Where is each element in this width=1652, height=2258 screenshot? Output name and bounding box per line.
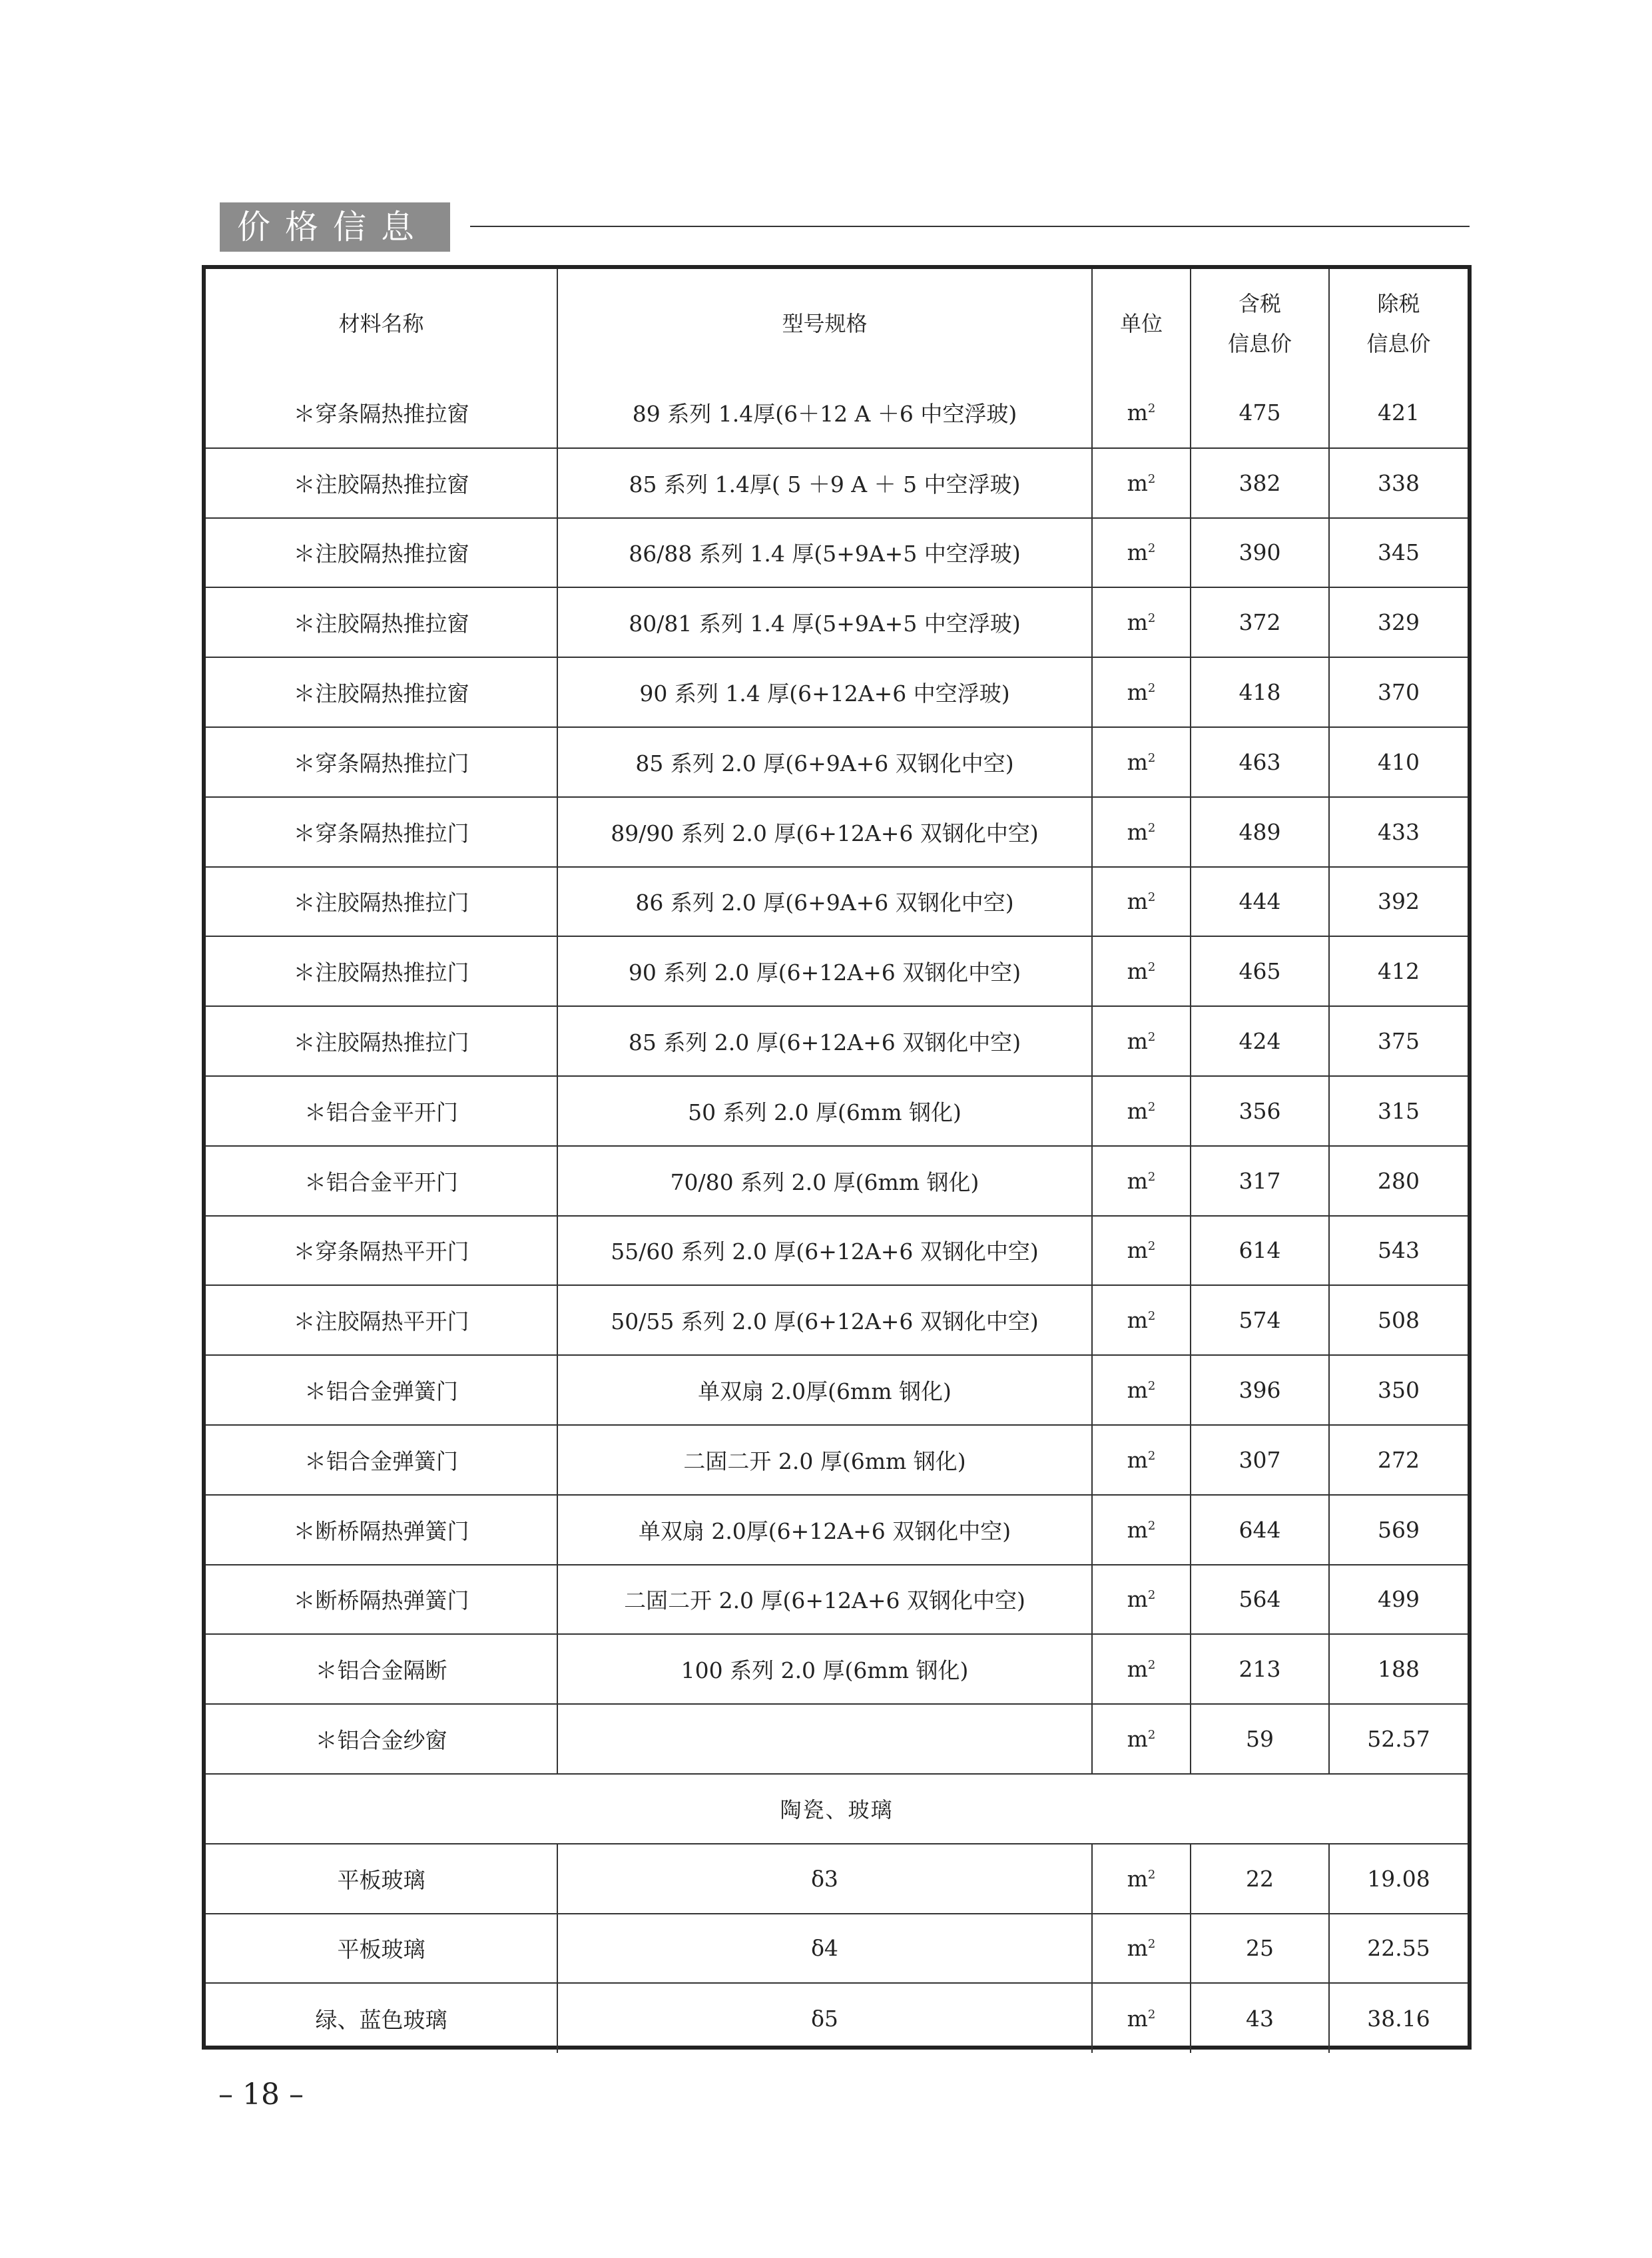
unit-base: m xyxy=(1127,1516,1148,1543)
cell-unit xyxy=(1092,867,1191,937)
cell-price-notax: 345 xyxy=(1329,518,1468,588)
unit-exponent: 2 xyxy=(1147,1169,1156,1184)
cell-price-tax: 564 xyxy=(1191,1565,1329,1635)
unit-base: m xyxy=(1127,1586,1148,1613)
unit-base: m xyxy=(1127,1726,1148,1753)
unit-base: m xyxy=(1127,1446,1148,1473)
header-name: 材料名称 xyxy=(206,269,557,378)
cell-price-tax: 317 xyxy=(1191,1146,1329,1216)
cell-name: ＊穿条隔热推拉窗 xyxy=(206,378,557,448)
header-price-tax-line1: 含税 xyxy=(1238,291,1281,316)
cell-price-notax: 280 xyxy=(1329,1146,1468,1216)
cell-price-tax: 396 xyxy=(1191,1355,1329,1425)
unit-base: m xyxy=(1127,1307,1148,1334)
cell-spec: 85 系列 2.0 厚(6+9A+6 双钢化中空) xyxy=(557,727,1092,797)
unit-exponent: 2 xyxy=(1147,960,1156,975)
cell-spec: 50/55 系列 2.0 厚(6+12A+6 双钢化中空) xyxy=(557,1285,1092,1355)
cell-price-notax: 272 xyxy=(1329,1425,1468,1495)
cell-price-notax: 543 xyxy=(1329,1216,1468,1286)
unit-base: m xyxy=(1127,539,1148,566)
unit-exponent: 2 xyxy=(1147,1448,1156,1463)
section-divider xyxy=(470,226,1470,227)
cell-unit xyxy=(1092,1006,1191,1076)
unit-base: m xyxy=(1127,1935,1148,1962)
unit-base: m xyxy=(1127,1377,1148,1404)
cell-spec: 二固二开 2.0 厚(6mm 钢化) xyxy=(557,1425,1092,1495)
cell-price-tax: 614 xyxy=(1191,1216,1329,1286)
unit-exponent: 2 xyxy=(1147,611,1156,626)
category-label: 陶瓷、玻璃 xyxy=(206,1774,1468,1844)
cell-unit xyxy=(1092,587,1191,657)
cell-spec: 单双扇 2.0厚(6+12A+6 双钢化中空) xyxy=(557,1495,1092,1565)
cell-price-notax: 38.16 xyxy=(1329,1983,1468,2053)
cell-price-notax: 499 xyxy=(1329,1565,1468,1635)
unit-exponent: 2 xyxy=(1147,820,1156,835)
cell-name: ＊铝合金弹簧门 xyxy=(206,1355,557,1425)
cell-price-notax: 508 xyxy=(1329,1285,1468,1355)
cell-name: ＊穿条隔热推拉门 xyxy=(206,727,557,797)
table-row xyxy=(206,1076,1468,1146)
header-unit: 单位 xyxy=(1092,269,1191,378)
cell-name: ＊注胶隔热平开门 xyxy=(206,1285,557,1355)
cell-spec: 85 系列 1.4厚( 5 ＋9 A ＋ 5 中空浮玻) xyxy=(557,448,1092,518)
cell-name: ＊注胶隔热推拉窗 xyxy=(206,657,557,727)
cell-unit xyxy=(1092,1704,1191,1774)
cell-spec: 80/81 系列 1.4 厚(5+9A+5 中空浮玻) xyxy=(557,587,1092,657)
table-row xyxy=(206,1425,1468,1495)
cell-unit xyxy=(1092,1495,1191,1565)
header-price-tax-line2: 信息价 xyxy=(1227,331,1292,356)
table-row xyxy=(206,1844,1468,1914)
cell-name: ＊注胶隔热推拉窗 xyxy=(206,518,557,588)
unit-exponent: 2 xyxy=(1147,1030,1156,1045)
cell-spec: 二固二开 2.0 厚(6+12A+6 双钢化中空) xyxy=(557,1565,1092,1635)
cell-name: ＊注胶隔热推拉门 xyxy=(206,867,557,937)
cell-price-tax: 444 xyxy=(1191,867,1329,937)
unit-exponent: 2 xyxy=(1147,1728,1156,1743)
table-row xyxy=(206,1914,1468,1984)
cell-name: ＊铝合金纱窗 xyxy=(206,1704,557,1774)
header-price-notax-line2: 信息价 xyxy=(1366,331,1431,356)
unit-base: m xyxy=(1127,1656,1148,1683)
cell-price-notax: 392 xyxy=(1329,867,1468,937)
cell-price-notax: 433 xyxy=(1329,797,1468,867)
unit-exponent: 2 xyxy=(1147,890,1156,905)
cell-name: ＊铝合金平开门 xyxy=(206,1146,557,1216)
cell-name: ＊注胶隔热推拉门 xyxy=(206,936,557,1006)
cell-spec: 86 系列 2.0 厚(6+9A+6 双钢化中空) xyxy=(557,867,1092,937)
cell-unit xyxy=(1092,936,1191,1006)
unit-exponent: 2 xyxy=(1147,1867,1156,1882)
cell-price-tax: 213 xyxy=(1191,1634,1329,1704)
unit-exponent: 2 xyxy=(1147,1379,1156,1394)
unit-base: m xyxy=(1127,679,1148,706)
cell-price-tax: 25 xyxy=(1191,1914,1329,1984)
cell-unit xyxy=(1092,1565,1191,1635)
cell-name: 平板玻璃 xyxy=(206,1844,557,1914)
cell-spec: 90 系列 1.4 厚(6+12A+6 中空浮玻) xyxy=(557,657,1092,727)
table-row xyxy=(206,378,1468,448)
cell-unit xyxy=(1092,518,1191,588)
cell-spec: 90 系列 2.0 厚(6+12A+6 双钢化中空) xyxy=(557,936,1092,1006)
cell-price-notax: 19.08 xyxy=(1329,1844,1468,1914)
cell-price-tax: 356 xyxy=(1191,1076,1329,1146)
cell-spec xyxy=(557,1704,1092,1774)
cell-spec: δ3 xyxy=(557,1844,1092,1914)
cell-price-notax: 410 xyxy=(1329,727,1468,797)
cell-price-notax: 569 xyxy=(1329,1495,1468,1565)
cell-price-tax: 372 xyxy=(1191,587,1329,657)
cell-price-tax: 390 xyxy=(1191,518,1329,588)
cell-spec: δ4 xyxy=(557,1914,1092,1984)
cell-price-notax: 375 xyxy=(1329,1006,1468,1076)
table-row xyxy=(206,797,1468,867)
unit-exponent: 2 xyxy=(1147,1658,1156,1673)
table-row xyxy=(206,518,1468,588)
cell-price-tax: 418 xyxy=(1191,657,1329,727)
header-price-notax-line1: 除税 xyxy=(1377,291,1420,316)
unit-exponent: 2 xyxy=(1147,2007,1156,2022)
cell-price-tax: 382 xyxy=(1191,448,1329,518)
table-row xyxy=(206,1704,1468,1774)
cell-price-tax: 22 xyxy=(1191,1844,1329,1914)
unit-exponent: 2 xyxy=(1147,1937,1156,1952)
cell-unit xyxy=(1092,1914,1191,1984)
cell-unit xyxy=(1092,1983,1191,2053)
table-row xyxy=(206,1285,1468,1355)
cell-price-tax: 59 xyxy=(1191,1704,1329,1774)
unit-base: m xyxy=(1127,1097,1148,1124)
cell-price-tax: 475 xyxy=(1191,378,1329,448)
cell-unit xyxy=(1092,1285,1191,1355)
cell-unit xyxy=(1092,1355,1191,1425)
unit-exponent: 2 xyxy=(1147,1239,1156,1254)
unit-exponent: 2 xyxy=(1147,402,1156,416)
cell-spec: 50 系列 2.0 厚(6mm 钢化) xyxy=(557,1076,1092,1146)
price-table xyxy=(202,265,1472,2050)
cell-price-notax: 370 xyxy=(1329,657,1468,727)
cell-price-tax: 463 xyxy=(1191,727,1329,797)
cell-price-notax: 52.57 xyxy=(1329,1704,1468,1774)
unit-base: m xyxy=(1127,609,1148,636)
cell-spec: 85 系列 2.0 厚(6+12A+6 双钢化中空) xyxy=(557,1006,1092,1076)
cell-name: ＊注胶隔热推拉窗 xyxy=(206,448,557,518)
unit-exponent: 2 xyxy=(1147,681,1156,696)
cell-spec: δ5 xyxy=(557,1983,1092,2053)
cell-price-notax: 188 xyxy=(1329,1634,1468,1704)
table-row xyxy=(206,1983,1468,2053)
cell-name: ＊穿条隔热平开门 xyxy=(206,1216,557,1286)
unit-exponent: 2 xyxy=(1147,1588,1156,1603)
cell-price-notax: 329 xyxy=(1329,587,1468,657)
table-row xyxy=(206,1146,1468,1216)
cell-price-tax: 644 xyxy=(1191,1495,1329,1565)
cell-price-notax: 315 xyxy=(1329,1076,1468,1146)
cell-price-notax: 22.55 xyxy=(1329,1914,1468,1984)
table-row xyxy=(206,1355,1468,1425)
unit-exponent: 2 xyxy=(1147,541,1156,556)
cell-unit xyxy=(1092,1076,1191,1146)
cell-unit xyxy=(1092,448,1191,518)
cell-spec: 89 系列 1.4厚(6＋12 A ＋6 中空浮玻) xyxy=(557,378,1092,448)
unit-base: m xyxy=(1127,2005,1148,2032)
cell-name: ＊铝合金平开门 xyxy=(206,1076,557,1146)
cell-name: ＊铝合金弹簧门 xyxy=(206,1425,557,1495)
cell-price-tax: 489 xyxy=(1191,797,1329,867)
cell-spec: 89/90 系列 2.0 厚(6+12A+6 双钢化中空) xyxy=(557,797,1092,867)
cell-name: ＊断桥隔热弹簧门 xyxy=(206,1495,557,1565)
cell-name: ＊铝合金隔断 xyxy=(206,1634,557,1704)
header-spec: 型号规格 xyxy=(557,269,1092,378)
table-row xyxy=(206,727,1468,797)
cell-unit xyxy=(1092,1425,1191,1495)
unit-base: m xyxy=(1127,1028,1148,1055)
table-row xyxy=(206,1216,1468,1286)
unit-base: m xyxy=(1127,1167,1148,1194)
cell-spec: 70/80 系列 2.0 厚(6mm 钢化) xyxy=(557,1146,1092,1216)
unit-exponent: 2 xyxy=(1147,1518,1156,1533)
table-row xyxy=(206,1565,1468,1635)
table-row xyxy=(206,936,1468,1006)
category-row xyxy=(206,1774,1468,1844)
cell-spec: 100 系列 2.0 厚(6mm 钢化) xyxy=(557,1634,1092,1704)
cell-price-tax: 43 xyxy=(1191,1983,1329,2053)
cell-name: 绿、蓝色玻璃 xyxy=(206,1983,557,2053)
unit-base: m xyxy=(1127,748,1148,775)
unit-base: m xyxy=(1127,400,1148,426)
cell-unit xyxy=(1092,1634,1191,1704)
cell-price-notax: 350 xyxy=(1329,1355,1468,1425)
cell-price-notax: 421 xyxy=(1329,378,1468,448)
section-title: 价格信息 xyxy=(220,202,450,252)
cell-unit xyxy=(1092,727,1191,797)
cell-name: ＊注胶隔热推拉门 xyxy=(206,1006,557,1076)
cell-name: ＊断桥隔热弹簧门 xyxy=(206,1565,557,1635)
cell-price-tax: 465 xyxy=(1191,936,1329,1006)
cell-price-notax: 412 xyxy=(1329,936,1468,1006)
cell-name: ＊注胶隔热推拉窗 xyxy=(206,587,557,657)
cell-spec: 86/88 系列 1.4 厚(5+9A+5 中空浮玻) xyxy=(557,518,1092,588)
cell-name: ＊穿条隔热推拉门 xyxy=(206,797,557,867)
header-price-tax xyxy=(1191,269,1329,378)
unit-base: m xyxy=(1127,888,1148,915)
unit-base: m xyxy=(1127,469,1148,496)
page-number: – 18 – xyxy=(218,2078,304,2112)
unit-base: m xyxy=(1127,818,1148,845)
cell-unit xyxy=(1092,378,1191,448)
table-row xyxy=(206,587,1468,657)
table-header-row xyxy=(206,269,1468,378)
unit-base: m xyxy=(1127,1237,1148,1264)
table-row xyxy=(206,867,1468,937)
unit-exponent: 2 xyxy=(1147,471,1156,486)
cell-unit xyxy=(1092,1146,1191,1216)
cell-unit xyxy=(1092,657,1191,727)
table-row xyxy=(206,1495,1468,1565)
cell-price-tax: 424 xyxy=(1191,1006,1329,1076)
unit-base: m xyxy=(1127,1865,1148,1892)
table-row xyxy=(206,1006,1468,1076)
cell-price-notax: 338 xyxy=(1329,448,1468,518)
cell-price-tax: 574 xyxy=(1191,1285,1329,1355)
unit-exponent: 2 xyxy=(1147,1099,1156,1114)
table-row xyxy=(206,448,1468,518)
unit-base: m xyxy=(1127,958,1148,985)
cell-unit xyxy=(1092,797,1191,867)
unit-exponent: 2 xyxy=(1147,750,1156,765)
cell-spec: 单双扇 2.0厚(6mm 钢化) xyxy=(557,1355,1092,1425)
table-row xyxy=(206,1634,1468,1704)
cell-price-tax: 307 xyxy=(1191,1425,1329,1495)
cell-spec: 55/60 系列 2.0 厚(6+12A+6 双钢化中空) xyxy=(557,1216,1092,1286)
cell-name: 平板玻璃 xyxy=(206,1914,557,1984)
unit-exponent: 2 xyxy=(1147,1309,1156,1324)
table-row xyxy=(206,657,1468,727)
cell-unit xyxy=(1092,1216,1191,1286)
header-price-notax xyxy=(1329,269,1468,378)
cell-unit xyxy=(1092,1844,1191,1914)
